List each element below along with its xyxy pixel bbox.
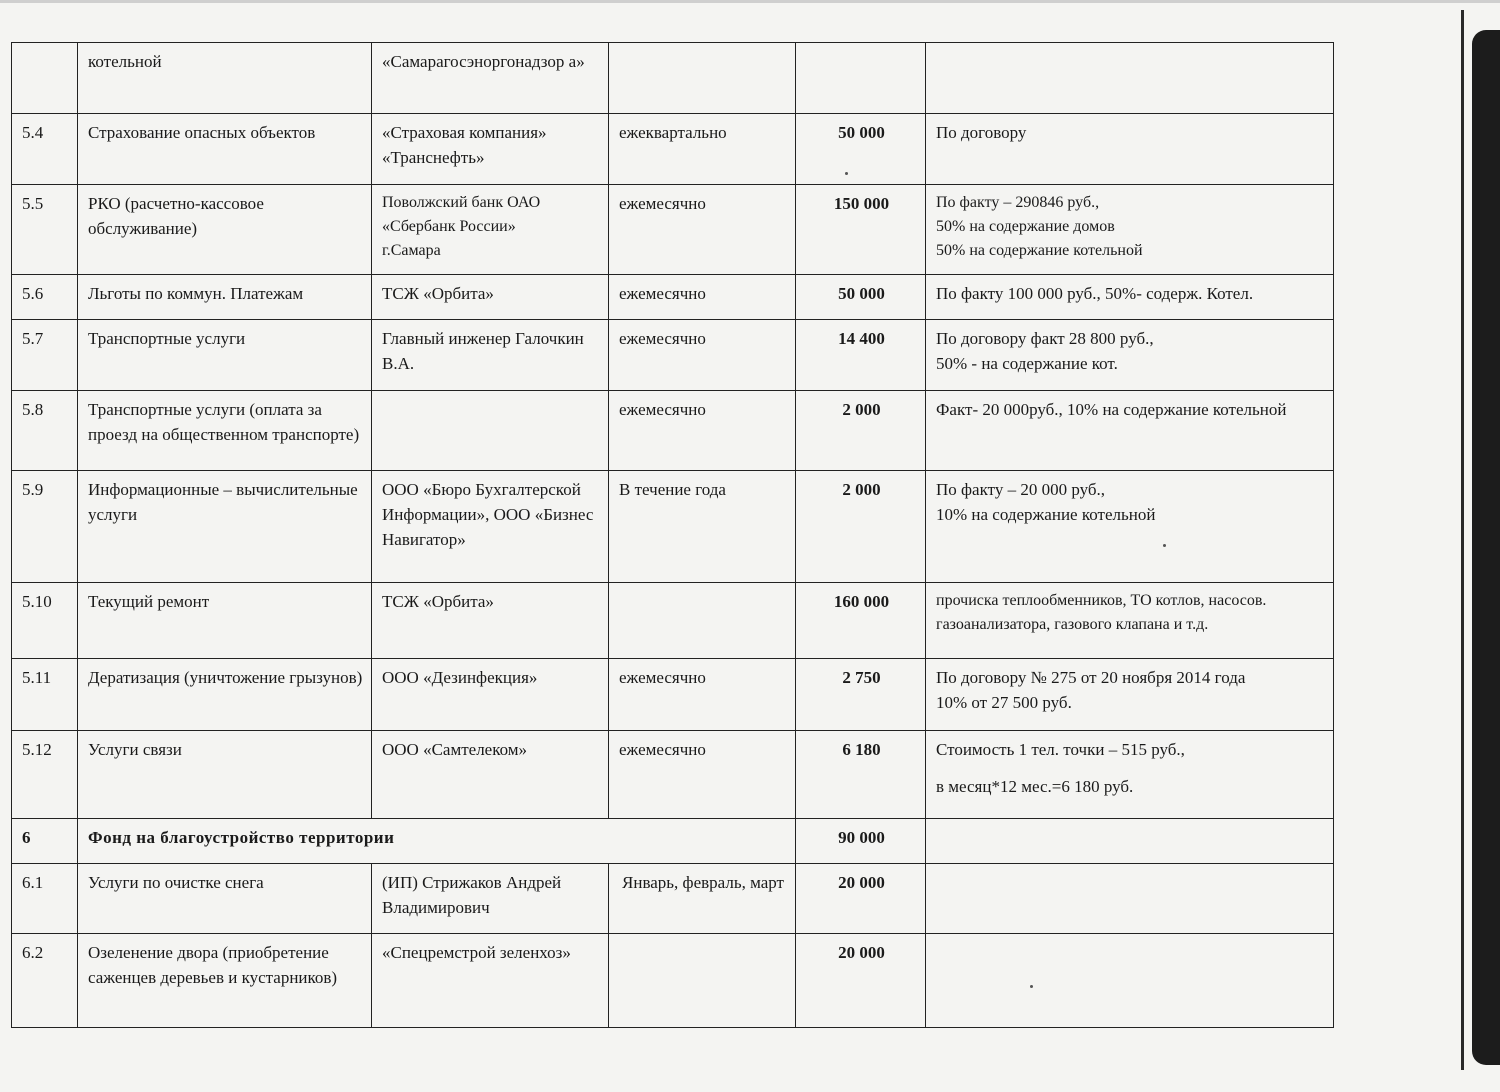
- row-note: [926, 731, 1334, 819]
- row-note: Факт- 20 000руб., 10% на содержание котельной: [926, 391, 1334, 471]
- row-note: [926, 934, 1334, 1028]
- row-name: котельной: [78, 43, 372, 114]
- note-line: в месяц*12 мес.=6 180 руб.: [936, 777, 1134, 796]
- table-row: [12, 731, 1334, 819]
- section-row: [12, 819, 1334, 864]
- row-note: [926, 471, 1334, 583]
- table-row: [12, 864, 1334, 934]
- row-number: 5.4: [12, 114, 78, 185]
- row-note: [926, 185, 1334, 275]
- row-period: ежемесячно: [609, 320, 796, 391]
- table-row: [12, 320, 1334, 391]
- page-top-edge: [0, 0, 1500, 3]
- org-line: «Сбербанк России»: [382, 218, 516, 235]
- row-number: 5.10: [12, 583, 78, 659]
- row-organization: «Страховая компания» «Транснефть»: [372, 114, 609, 185]
- note-line: По договору факт 28 800 руб.,: [936, 329, 1154, 348]
- section-title: Фонд на благоустройство территории: [78, 819, 796, 864]
- note-line: Стоимость 1 тел. точки – 515 руб.,: [936, 740, 1185, 759]
- row-amount: 2 000: [796, 391, 926, 471]
- row-amount: 160 000: [796, 583, 926, 659]
- row-amount: 20 000: [796, 934, 926, 1028]
- row-organization: ООО «Бюро Бухгалтерской Информации», ООО «Бизнес Навигатор»: [372, 471, 609, 583]
- table-row: [12, 43, 1334, 114]
- row-amount: 2 750: [796, 659, 926, 731]
- row-number: 6.2: [12, 934, 78, 1028]
- row-amount: 14 400: [796, 320, 926, 391]
- org-line: Поволжский банк ОАО: [382, 194, 541, 211]
- row-period: Январь, февраль, март: [609, 864, 796, 934]
- row-name: Страхование опасных объектов: [78, 114, 372, 185]
- row-name: Услуги связи: [78, 731, 372, 819]
- section-note: [926, 819, 1334, 864]
- row-amount: 2 000: [796, 471, 926, 583]
- row-organization: [372, 391, 609, 471]
- row-number: [12, 43, 78, 114]
- row-organization: [372, 185, 609, 275]
- row-period: ежемесячно: [609, 275, 796, 320]
- row-amount: [796, 43, 926, 114]
- row-number: 5.8: [12, 391, 78, 471]
- row-note: По факту 100 000 руб., 50%- содерж. Котел.: [926, 275, 1334, 320]
- note-line: По факту – 290846 руб.,: [936, 194, 1100, 211]
- row-period: ежемесячно: [609, 391, 796, 471]
- section-amount: 90 000: [796, 819, 926, 864]
- note-line: 10% на содержание котельной: [936, 505, 1156, 524]
- row-period: ежемесячно: [609, 731, 796, 819]
- table-row: [12, 275, 1334, 320]
- section-number: 6: [12, 819, 78, 864]
- row-number: 6.1: [12, 864, 78, 934]
- row-organization: Главный инженер Галочкин В.А.: [372, 320, 609, 391]
- row-note: [926, 659, 1334, 731]
- row-note: [926, 43, 1334, 114]
- note-line: 50% на содержание котельной: [936, 242, 1143, 259]
- row-amount: 50 000: [796, 275, 926, 320]
- scanner-shadow: [1472, 30, 1500, 1065]
- table-row: [12, 391, 1334, 471]
- note-line: 50% на содержание домов: [936, 218, 1115, 235]
- row-number: 5.7: [12, 320, 78, 391]
- row-period: [609, 43, 796, 114]
- row-number: 5.9: [12, 471, 78, 583]
- budget-table: [11, 42, 1334, 1028]
- page-right-edge-line: [1461, 10, 1464, 1070]
- note-line: 50% - на содержание кот.: [936, 354, 1118, 373]
- row-amount: 20 000: [796, 864, 926, 934]
- row-period: ежемесячно: [609, 659, 796, 731]
- row-name: Льготы по коммун. Платежам: [78, 275, 372, 320]
- row-name: Услуги по очистке снега: [78, 864, 372, 934]
- row-name: Текущий ремонт: [78, 583, 372, 659]
- table-row: [12, 934, 1334, 1028]
- row-number: 5.11: [12, 659, 78, 731]
- row-number: 5.6: [12, 275, 78, 320]
- row-organization: ООО «Дезинфекция»: [372, 659, 609, 731]
- row-note: [926, 864, 1334, 934]
- row-name: Транспортные услуги: [78, 320, 372, 391]
- row-organization: (ИП) Стрижаков Андрей Владимирович: [372, 864, 609, 934]
- row-note: [926, 320, 1334, 391]
- row-number: 5.5: [12, 185, 78, 275]
- row-name: РКО (расчетно-кассовое обслуживание): [78, 185, 372, 275]
- row-organization: ТСЖ «Орбита»: [372, 583, 609, 659]
- row-organization: «Спецремстрой зеленхоз»: [372, 934, 609, 1028]
- row-period: ежеквартально: [609, 114, 796, 185]
- org-line: г.Самара: [382, 242, 441, 259]
- row-organization: «Самарагосэноргонадзор а»: [372, 43, 609, 114]
- scan-speck: [845, 172, 848, 175]
- table-row: [12, 659, 1334, 731]
- row-period: [609, 583, 796, 659]
- row-name: Информационные – вычислительные услуги: [78, 471, 372, 583]
- note-gap: [936, 762, 1325, 774]
- table-row: [12, 471, 1334, 583]
- row-amount: 6 180: [796, 731, 926, 819]
- row-name: Дератизация (уничтожение грызунов): [78, 659, 372, 731]
- note-line: 10% от 27 500 руб.: [936, 693, 1072, 712]
- row-organization: ТСЖ «Орбита»: [372, 275, 609, 320]
- row-organization: ООО «Самтелеком»: [372, 731, 609, 819]
- scan-speck: [1030, 985, 1033, 988]
- row-note: По договору: [926, 114, 1334, 185]
- table-row: [12, 185, 1334, 275]
- table-row: [12, 114, 1334, 185]
- row-note: прочиска теплообменников, ТО котлов, насосов. газоанализатора, газового клапана и т.д.: [926, 583, 1334, 659]
- row-name: Озеленение двора (приобретение саженцев деревьев и кустарников): [78, 934, 372, 1028]
- row-name: Транспортные услуги (оплата за проезд на общественном транспорте): [78, 391, 372, 471]
- note-line: По факту – 20 000 руб.,: [936, 480, 1106, 499]
- row-amount: 50 000: [796, 114, 926, 185]
- table-row: [12, 583, 1334, 659]
- note-line: По договору № 275 от 20 ноября 2014 года: [936, 668, 1246, 687]
- row-period: [609, 934, 796, 1028]
- row-number: 5.12: [12, 731, 78, 819]
- row-amount: 150 000: [796, 185, 926, 275]
- scan-speck: [1163, 544, 1166, 547]
- row-period: ежемесячно: [609, 185, 796, 275]
- row-period: В течение года: [609, 471, 796, 583]
